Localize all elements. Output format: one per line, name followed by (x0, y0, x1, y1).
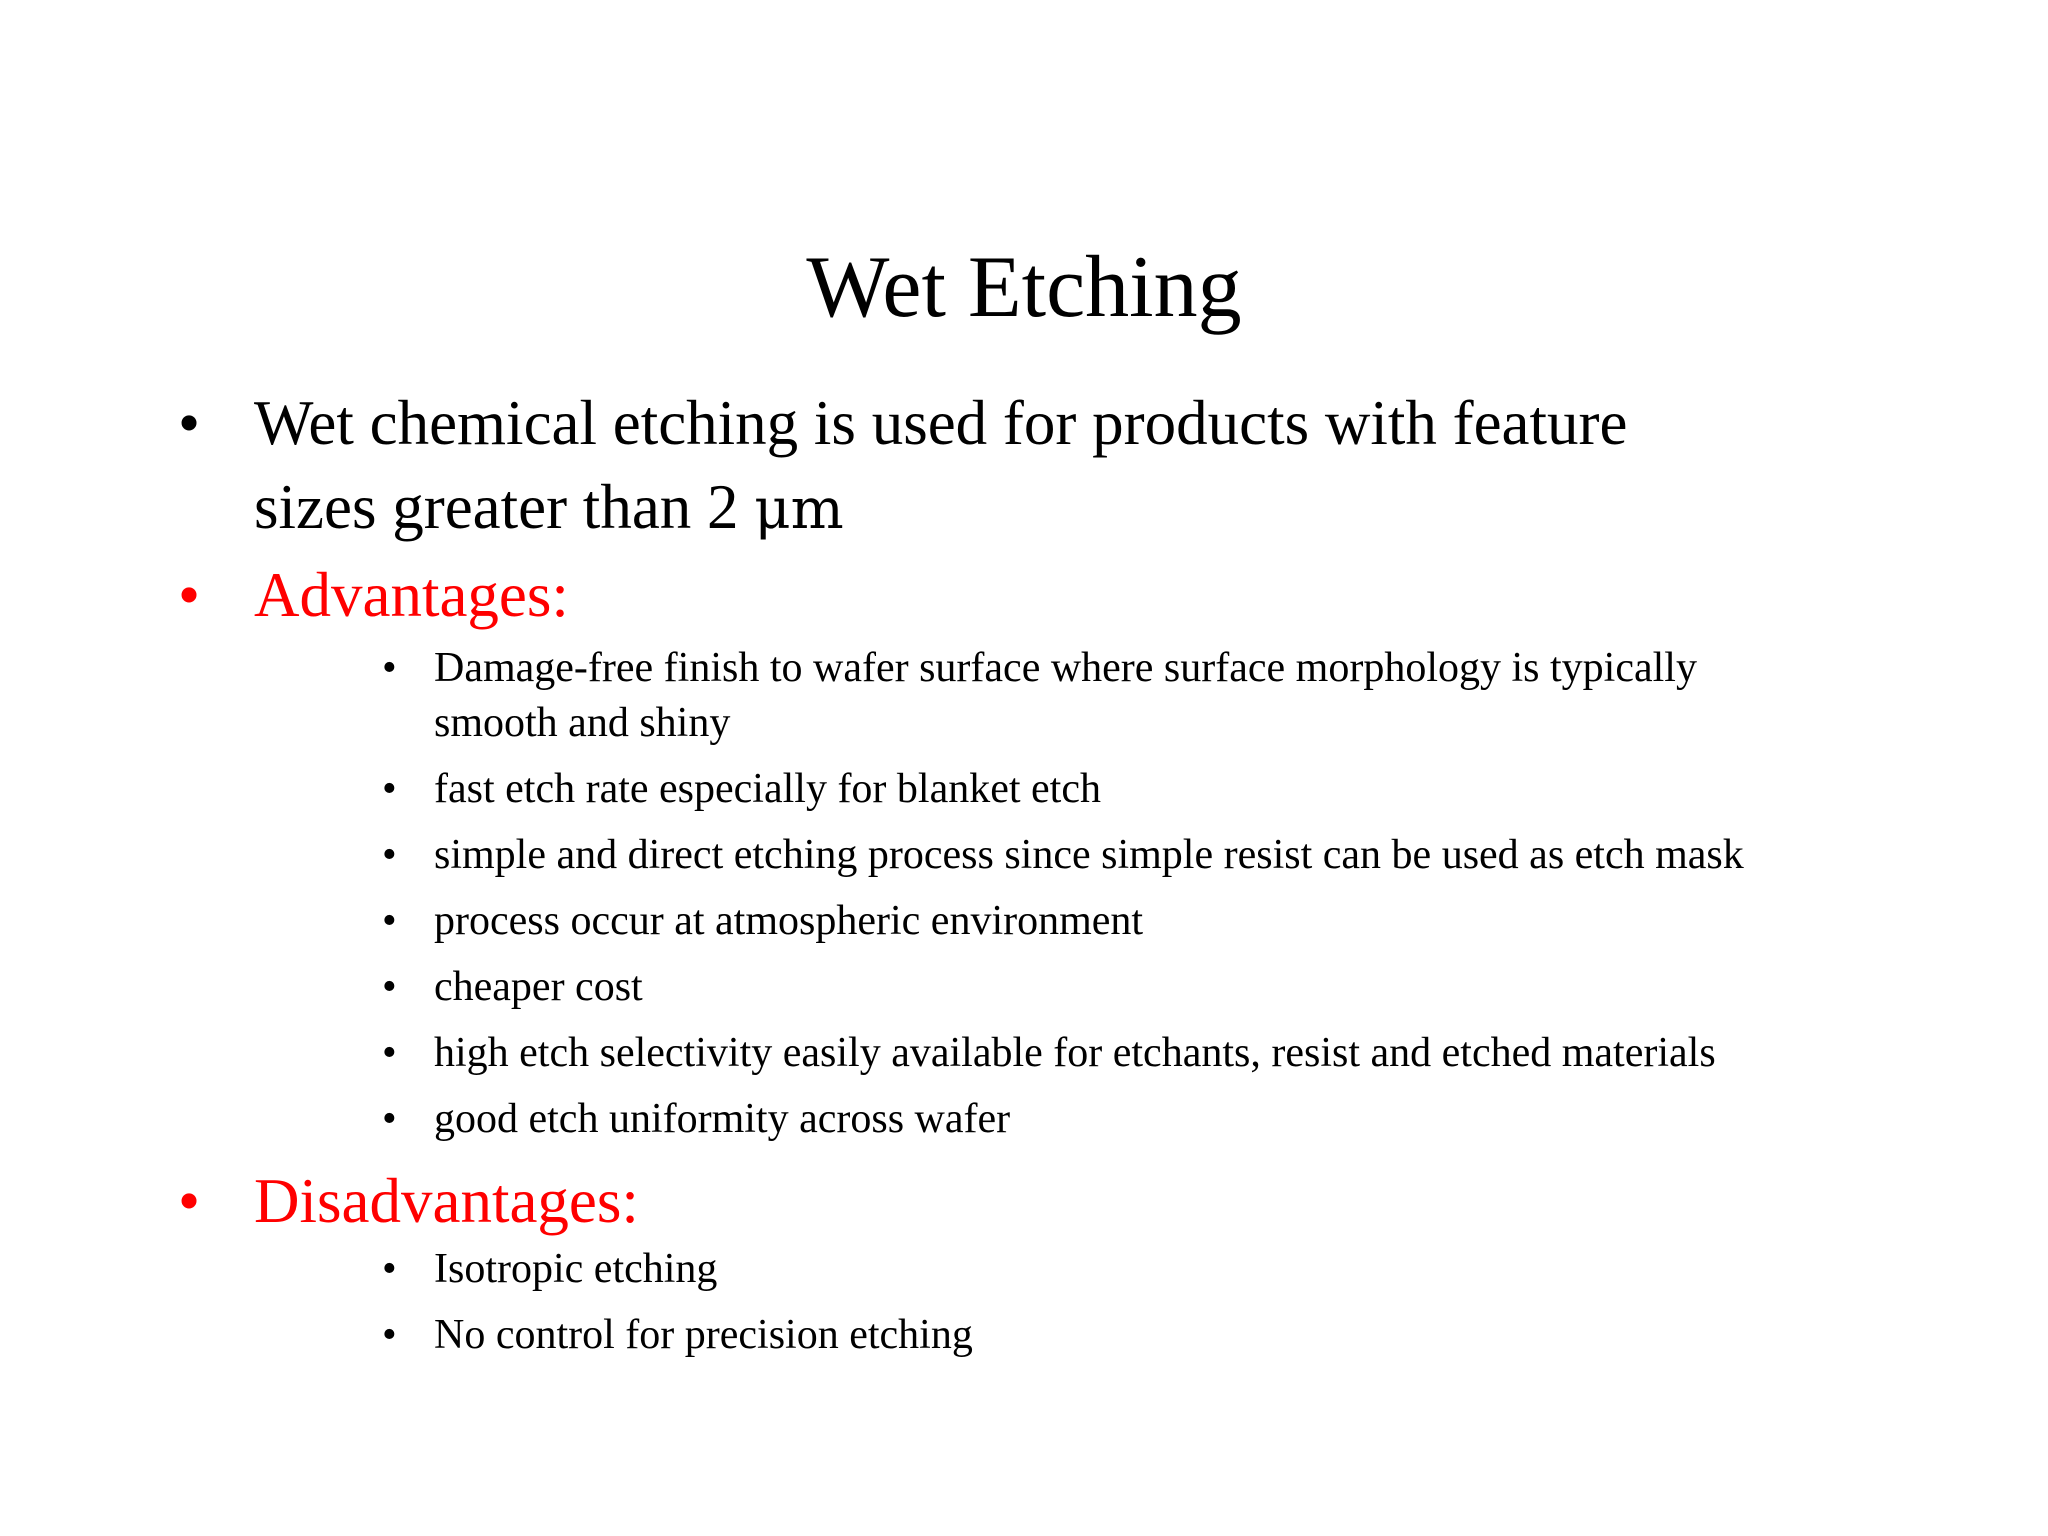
slide-title: Wet Etching (806, 239, 1242, 336)
bullet-icon: • (382, 898, 397, 944)
bullet-icon: • (178, 560, 201, 630)
bullet-icon: • (382, 1312, 397, 1358)
bullet-icon: • (382, 964, 397, 1010)
advantage-item-text-line-2: smooth and shiny (434, 700, 731, 746)
intro-line-1: Wet chemical etching is used for products with feature (254, 388, 1628, 458)
advantages-heading-text: Advantages: (254, 560, 569, 630)
bullet-icon: • (178, 388, 201, 458)
advantage-item-text: cheaper cost (434, 964, 643, 1010)
bullet-icon: • (382, 1246, 397, 1292)
bullet-icon: • (382, 766, 397, 812)
bullet-icon: • (382, 645, 397, 691)
advantage-item-text: fast etch rate especially for blanket etch (434, 766, 1101, 812)
advantage-item-text: high etch selectivity easily available for etchants, resist and etched materials (434, 1030, 1716, 1076)
intro-line-2 (254, 466, 844, 551)
disadvantages-heading-text: Disadvantages: (254, 1166, 639, 1236)
advantage-item-text: process occur at atmospheric environment (434, 898, 1144, 944)
advantage-item-text: Damage-free finish to wafer surface where surface morphology is typically (434, 645, 1697, 691)
disadvantage-item-text: No control for precision etching (434, 1312, 973, 1358)
bullet-icon: • (382, 1096, 397, 1142)
intro-line-2-prefix: sizes greater than 2 (254, 472, 755, 542)
advantage-item-text: simple and direct etching process since simple resist can be used as etch mask (434, 832, 1744, 878)
bullet-icon: • (382, 1030, 397, 1076)
disadvantage-item-text: Isotropic etching (434, 1246, 718, 1292)
advantage-item-text: good etch uniformity across wafer (434, 1096, 1011, 1142)
micrometer-unit: μm (754, 477, 844, 542)
bullet-icon: • (382, 832, 397, 878)
bullet-icon: • (178, 1166, 201, 1236)
